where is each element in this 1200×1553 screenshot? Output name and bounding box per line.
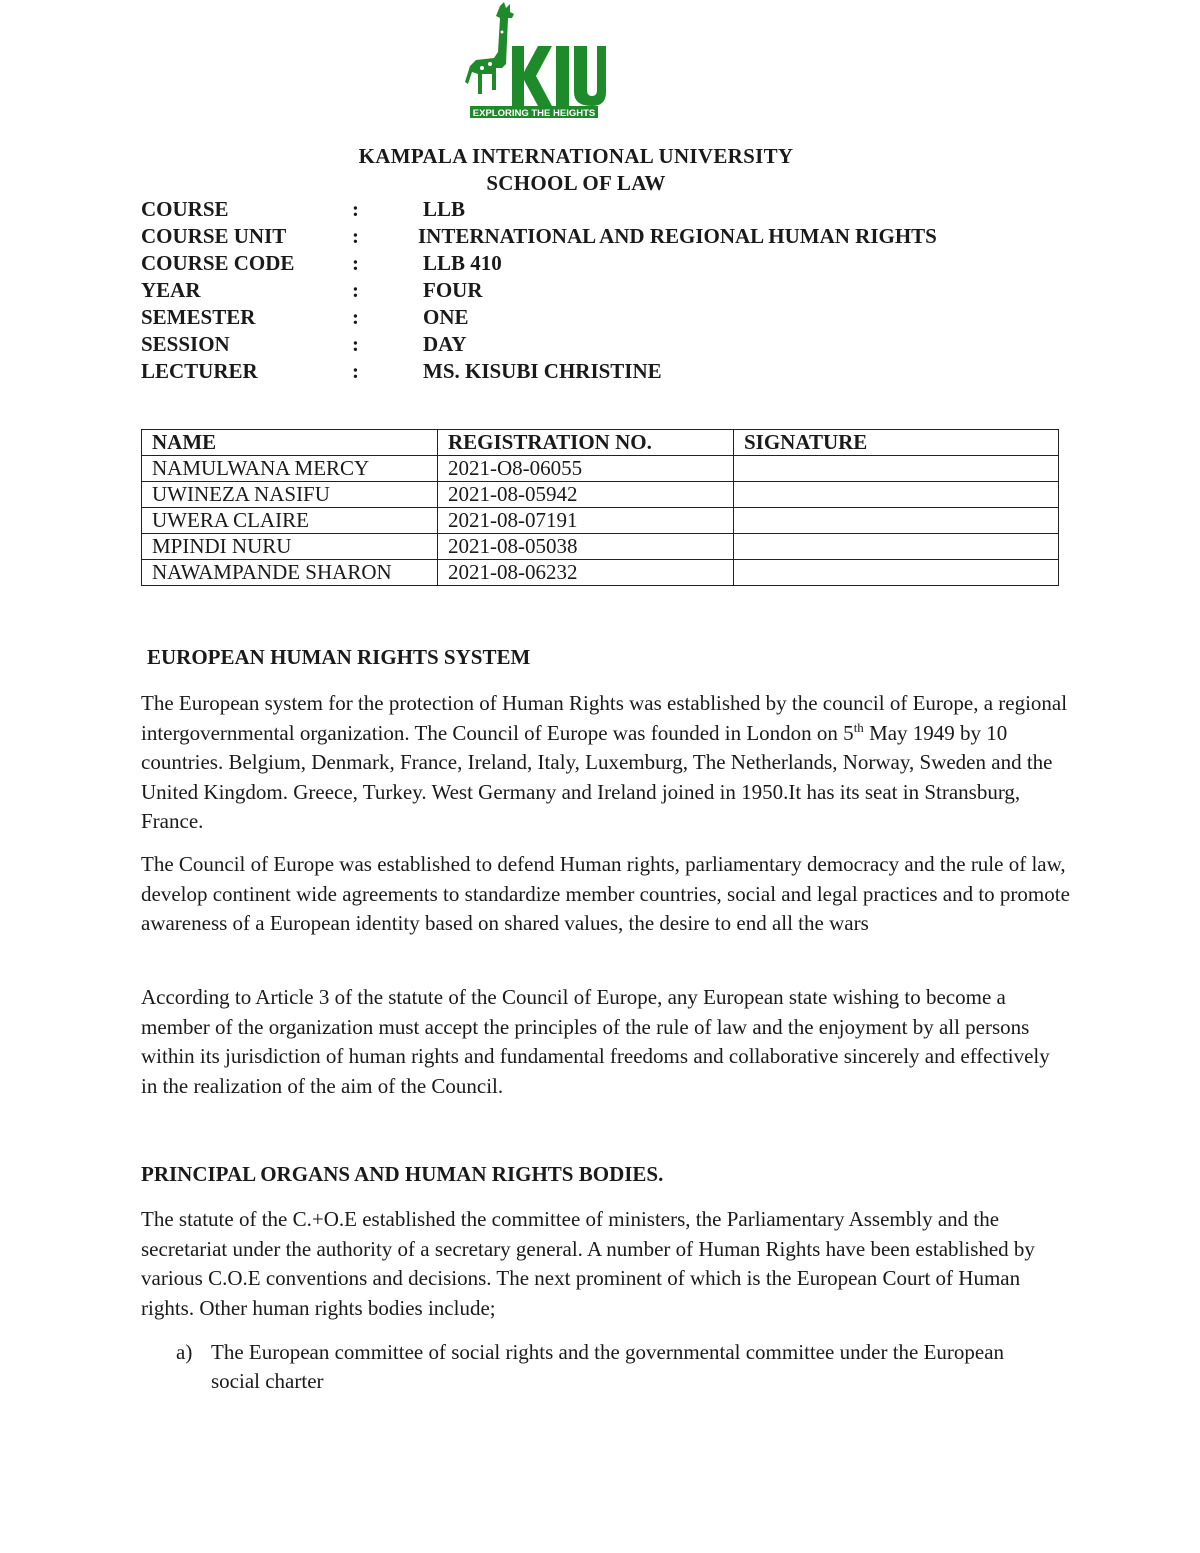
signature-cell [734,508,1059,534]
column-header-signature: SIGNATURE [734,430,1059,456]
student-name: MPINDI NURU [142,534,438,560]
signature-cell [734,456,1059,482]
logo-tagline: EXPLORING THE HEIGHTS [472,108,596,118]
registration-number: 2021-O8-06055 [438,456,734,482]
paragraph-text: May 1949 by 10 countries. Belgium, Denmark, France, Ireland, Italy, Luxemburg, The Netherlands, Norway, Sweden and the United Kingdom. Greece, Turkey. West Germany and Ireland joined in 1950.It has its seat in Stransburg, France. [141,720,1053,833]
column-header-name: NAME [142,430,438,456]
info-value: FOUR [423,278,483,302]
info-separator: : [352,197,359,221]
info-value: DAY [423,332,467,356]
info-label: COURSE UNIT [141,224,287,248]
info-separator: : [352,251,359,275]
table-header-row [142,430,1059,456]
student-name: UWERA CLAIRE [142,508,438,534]
info-value: LLB 410 [423,251,502,275]
info-value: INTERNATIONAL AND REGIONAL HUMAN RIGHTS [418,224,937,248]
signature-cell [734,534,1059,560]
info-value: MS. KISUBI CHRISTINE [423,359,662,383]
list-marker: a) [176,1340,193,1364]
info-separator: : [352,305,359,329]
registration-number: 2021-08-05942 [438,482,734,508]
info-separator: : [352,278,359,302]
column-header-registration: REGISTRATION NO. [438,430,734,456]
school-title: SCHOOL OF LAW [486,171,666,195]
paragraph-purpose: The Council of Europe was established to defend Human rights, parliamentary democracy and the rule of law, develop continent wide agreements to standardize member countries, social and legal practices and to promote awareness of a European identity based on shared values, the desire to end all the wars [141,852,1070,935]
registration-number: 2021-08-07191 [438,508,734,534]
info-label: COURSE CODE [141,251,295,275]
table-row [142,482,1059,508]
student-name: NAWAMPANDE SHARON [142,560,438,586]
signature-cell [734,560,1059,586]
info-separator: : [352,332,359,356]
info-label: LECTURER [141,359,258,383]
info-value: LLB [423,197,466,221]
section-heading-principal-organs: PRINCIPAL ORGANS AND HUMAN RIGHTS BODIES. [141,1162,664,1186]
info-label: SEMESTER [141,305,256,329]
paragraph-founding [141,689,1071,837]
student-name: NAMULWANA MERCY [142,456,438,482]
table-row [142,456,1059,482]
students-table [141,429,1059,586]
registration-number: 2021-08-06232 [438,560,734,586]
info-separator: : [352,224,359,248]
paragraph-article-3: According to Article 3 of the statute of the Council of Europe, any European state wishing to become a member of the organization must accept the principles of the rule of law and the enjoyment by all persons within its jurisdiction of human rights and fundamental freedoms and collaborative sincerely and effectively in the realization of the aim of the Council. [141,985,1050,1098]
section-heading-european-system: EUROPEAN HUMAN RIGHTS SYSTEM [147,645,531,669]
info-label: SESSION [141,332,230,356]
info-separator: : [352,359,359,383]
info-label: COURSE [141,197,229,221]
signature-cell [734,482,1059,508]
giraffe-logo-icon [462,2,606,118]
ordinal-superscript: th [853,719,864,735]
paragraph-statute: The statute of the C.+O.E established the committee of ministers, the Parliamentary Assembly and the secretariat under the authority of a secretary general. A number of Human Rights have been established by various C.O.E conventions and decisions. The next prominent of which is the European Court of Human rights. Other human rights bodies include; [141,1207,1035,1320]
list-item-text: The European committee of social rights and the governmental committee under the European social charter [211,1340,1005,1393]
table-row [142,508,1059,534]
student-name: UWINEZA NASIFU [142,482,438,508]
table-row [142,560,1059,586]
table-row [142,534,1059,560]
info-label: YEAR [141,278,201,302]
info-value: ONE [423,305,469,329]
institution-title: KAMPALA INTERNATIONAL UNIVERSITY [358,144,794,168]
kiu-logo [462,2,606,118]
paragraph-text: The European system for the protection of Human Rights was established by the council of Europe, a regional intergovernmental organization. The Council of Europe was founded in London on 5 [141,691,1068,745]
registration-number: 2021-08-05038 [438,534,734,560]
